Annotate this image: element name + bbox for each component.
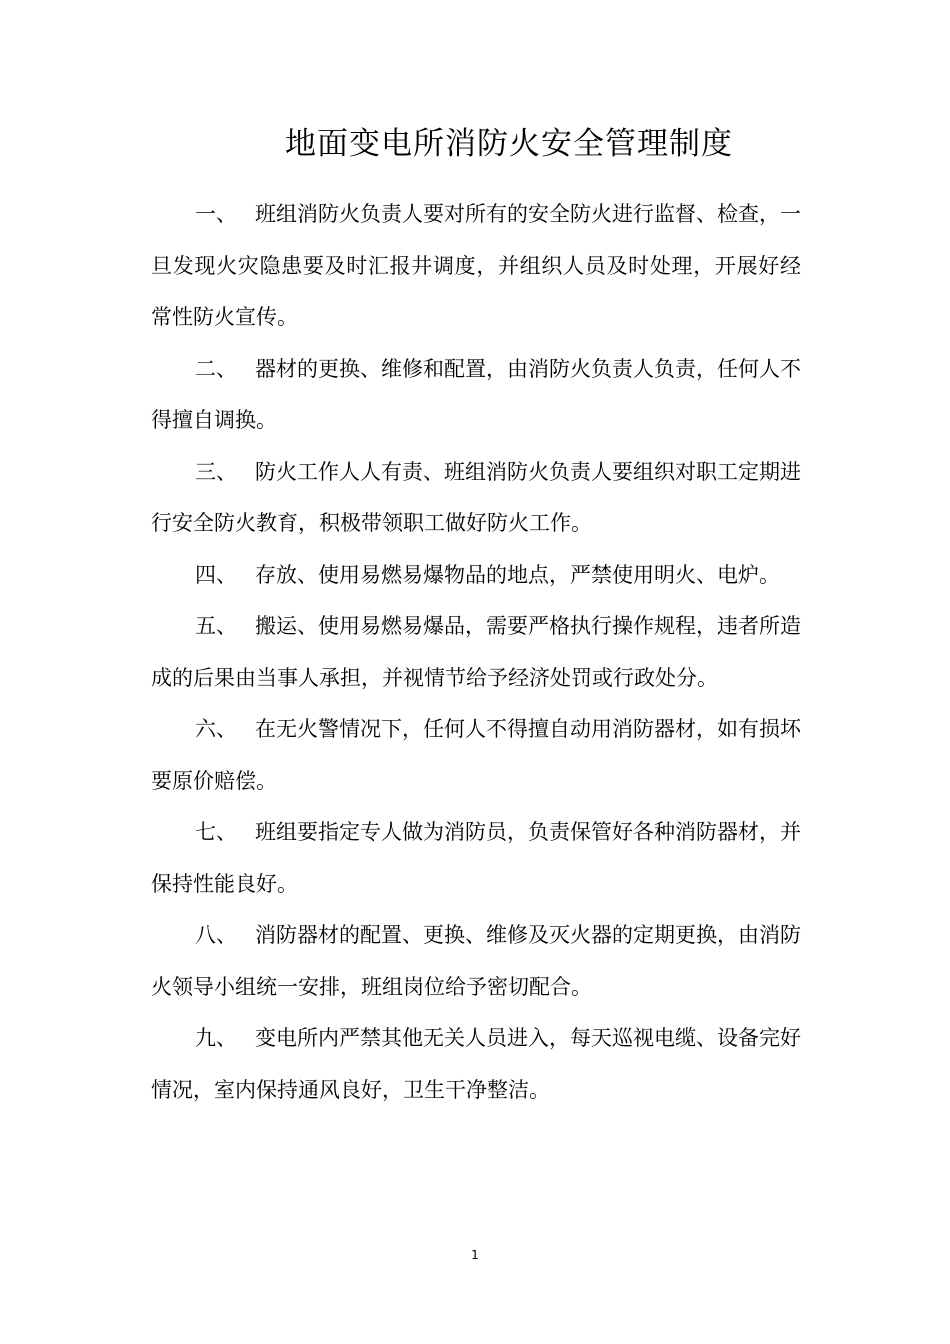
clause-1 [151,189,801,344]
clause-5 [151,601,801,704]
clause-6 [151,704,801,807]
clause-text: 班组消防火负责人要对所有的安全防火进行监督、检查，一旦发现火灾隐患要及时汇报井调度，并组织人员及时处理，开展好经常性防火宣传。 [151,202,801,329]
clause-text: 变电所内严禁其他无关人员进入，每天巡视电缆、设备完好情况，室内保持通风良好，卫生干净整洁。 [151,1026,801,1102]
clause-text: 消防器材的配置、更换、维修及灭火器的定期更换，由消防火领导小组统一安排，班组岗位给予密切配合。 [151,923,801,999]
clause-text: 存放、使用易燃易爆物品的地点，严禁使用明火、电炉。 [255,562,780,587]
clause-text: 防火工作人人有责、班组消防火负责人要组织对职工定期进行安全防火教育，积极带领职工做好防火工作。 [151,459,801,535]
clause-number: 二、 [195,356,237,381]
clause-2 [151,344,801,447]
document-title: 地面变电所消防火安全管理制度 [285,126,733,162]
clause-4 [151,550,801,602]
clause-9 [151,1013,801,1116]
clause-number: 八、 [195,923,237,947]
clause-number: 五、 [195,614,237,638]
page-number: 1 [471,1248,479,1262]
clause-number: 三、 [195,459,237,484]
clause-text: 班组要指定专人做为消防员，负责保管好各种消防器材，并保持性能良好。 [151,820,801,896]
clause-number: 一、 [195,202,237,226]
clause-3 [151,447,801,550]
clause-7 [151,807,801,910]
clause-number: 七、 [195,820,237,844]
clause-text: 器材的更换、维修和配置，由消防火负责人负责，任何人不得擅自调换。 [151,356,801,432]
clause-number: 九、 [195,1026,237,1050]
clause-number: 四、 [195,562,237,587]
clause-text: 在无火警情况下，任何人不得擅自动用消防器材，如有损坏要原价赔偿。 [151,717,801,793]
clause-text: 搬运、使用易燃易爆品，需要严格执行操作规程，违者所造成的后果由当事人承担，并视情节给予经济处罚或行政处分。 [151,614,801,690]
clause-number: 六、 [195,717,237,741]
clause-8 [151,910,801,1013]
document-body [151,189,801,1116]
